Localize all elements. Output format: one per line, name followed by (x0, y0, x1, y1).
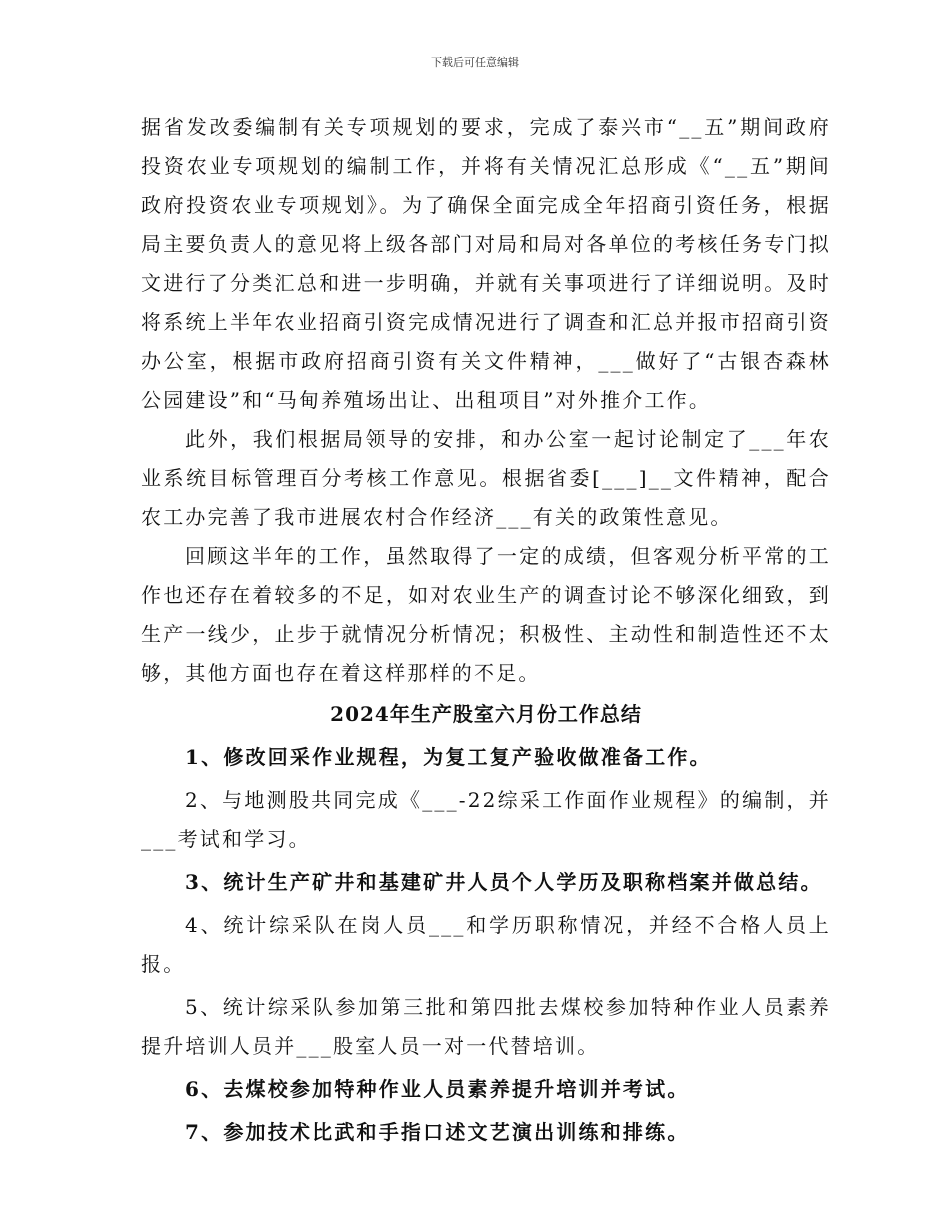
list-item-1: 1、修改回采作业规程，为复工复产验收做准备工作。 (185, 745, 712, 769)
list-item-3: 3、统计生产矿井和基建矿井人员个人学历及职称档案并做总结。 (185, 870, 823, 894)
list-item-2: 2、与地测股共同完成《___-22综采工作面作业规程》的编制，并___考试和学习。 (141, 788, 831, 851)
list-item-6: 6、去煤校参加特种作业人员素养提升培训并考试。 (185, 1077, 690, 1101)
list-item-7: 7、参加技术比武和手指口述文艺演出训练和排练。 (185, 1120, 690, 1144)
section-title: 2024年生产股室六月份工作总结 (330, 702, 642, 726)
paragraph-3: 回顾这半年的工作，虽然取得了一定的成绩，但客观分析平常的工作也还存在着较多的不足，如对农业生产的调查讨论不够深化细致，到生产一线少，止步于就情况分析情况；积极性、主动性和制造性还不太够，其他方面也存在着这样那样的不足。 (141, 544, 831, 685)
page-header: 下载后可任意编辑 (431, 56, 519, 69)
document-body (141, 108, 831, 1152)
list-item-4: 4、统计综采队在岗人员___和学历职称情况，并经不合格人员上报。 (141, 913, 831, 976)
list-item-5: 5、统计综采队参加第三批和第四批去煤校参加特种作业人员素养提升培训人员并___股室人员一对一代替培训。 (141, 995, 831, 1058)
paragraph-1: 据省发改委编制有关专项规划的要求，完成了泰兴市“__五”期间政府投资农业专项规划的编制工作，并将有关情况汇总形成《“__五”期间政府投资农业专项规划》。为了确保全面完成全年招商引资任务，根据局主要负责人的意见将上级各部门对局和局对各单位的考核任务专门拟文进行了分类汇总和进一步明确，并就有关事项进行了详细说明。及时将系统上半年农业招商引资完成情况进行了调查和汇总并报市招商引资办公室，根据市政府招商引资有关文件精神，___做好了“古银杏森林公园建设”和“马甸养殖场出让、出租项目”对外推介工作。 (141, 115, 831, 412)
paragraph-2: 此外，我们根据局领导的安排，和办公室一起讨论制定了___年农业系统目标管理百分考核工作意见。根据省委[___]__文件精神，配合农工办完善了我市进展农村合作经济___有关的政策性意见。 (141, 427, 831, 529)
